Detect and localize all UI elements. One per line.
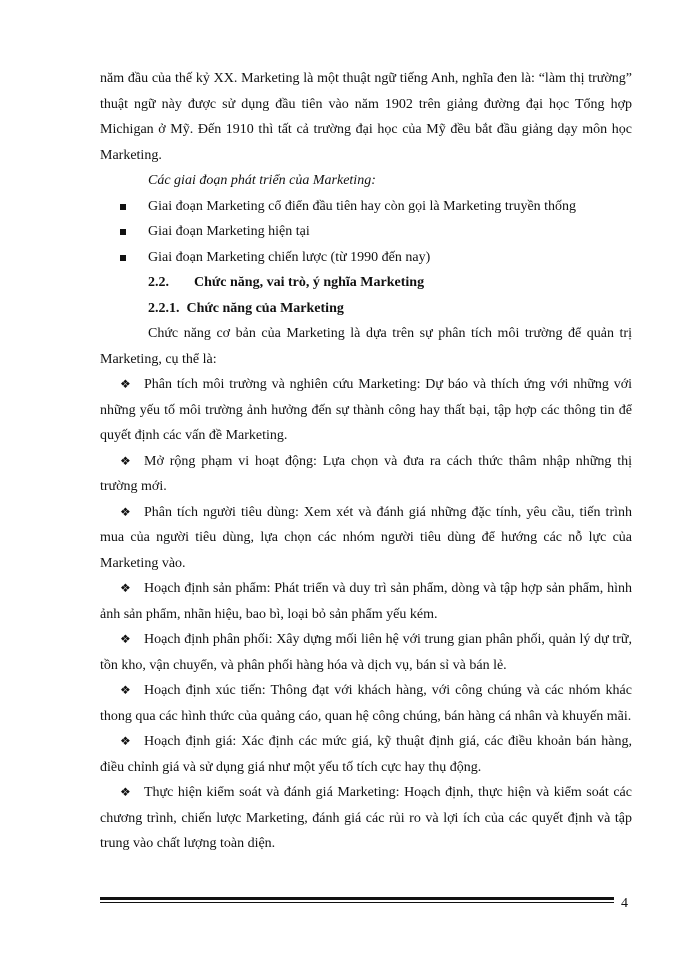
diamond-bullet-icon: ❖: [120, 683, 131, 697]
section-heading-2-2-1: 2.2.1. Chức năng của Marketing: [148, 300, 344, 316]
diamond-bullet-icon: ❖: [120, 632, 131, 646]
square-bullet-icon: [120, 255, 126, 261]
list-item: Giai đoạn Marketing chiến lược (từ 1990 đến nay): [100, 245, 632, 271]
section-heading-2-2: 2.2. Chức năng, vai trò, ý nghĩa Marketing: [148, 275, 425, 290]
function-item: ❖ Hoạch định giá: Xác định các mức giá, kỹ thuật định giá, các điều khoản bán hàng, điều chỉnh giá và sử dụng giá như một yếu tố tích cực hay thụ động.: [100, 729, 632, 780]
function-item: ❖ Thực hiện kiểm soát và đánh giá Marketing: Hoạch định, thực hiện và kiểm soát các chương trình, chiến lược Marketing, đánh giá các rủi ro và lợi ích của các quyết định và tập trung vào chất lượng toàn diện.: [100, 780, 632, 857]
function-item: ❖ Phân tích môi trường và nghiên cứu Marketing: Dự báo và thích ứng với những với những yếu tố môi trường ảnh hưởng đến sự thành công hay thất bại, tập hợp các thông tin để quyết định các vấn đề Marketing.: [100, 372, 632, 449]
list-item: Giai đoạn Marketing cổ điển đầu tiên hay còn gọi là Marketing truyền thống: [100, 194, 632, 220]
list-item: Giai đoạn Marketing hiện tại: [100, 219, 632, 245]
square-bullet-icon: [120, 229, 126, 235]
diamond-bullet-icon: ❖: [120, 581, 131, 595]
footer-rule-thick: [100, 897, 614, 900]
function-item: ❖ Mở rộng phạm vi hoạt động: Lựa chọn và đưa ra cách thức thâm nhập những thị trường mới.: [100, 449, 632, 500]
diamond-bullet-icon: ❖: [120, 734, 131, 748]
page-number: 4: [621, 896, 628, 911]
functions-intro: Chức năng cơ bản của Marketing là dựa trên sự phân tích môi trường để quản trị Marketing, cụ thể là:: [100, 326, 632, 367]
stages-title: Các giai đoạn phát triển của Marketing:: [148, 173, 376, 188]
diamond-bullet-icon: ❖: [120, 377, 131, 391]
square-bullet-icon: [120, 204, 126, 210]
footer-rule-thin: [100, 902, 614, 903]
diamond-bullet-icon: ❖: [120, 504, 131, 519]
function-item: ❖ Hoạch định phân phối: Xây dựng mối liên hệ với trung gian phân phối, quản lý dự trữ, tồn kho, vận chuyển, và phân phối hàng hóa và dịch vụ, bán sỉ và bán lẻ.: [100, 627, 632, 678]
function-item: ❖ Phân tích người tiêu dùng: Xem xét và đánh giá những đặc tính, yêu cầu, tiến trình mua của người tiêu dùng, lựa chọn các nhóm người tiêu dùng để hướng các nỗ lực của Marketing vào.: [100, 500, 632, 577]
diamond-bullet-icon: ❖: [120, 785, 131, 799]
function-item: ❖ Hoạch định xúc tiến: Thông đạt với khách hàng, với công chúng và các nhóm khác thong qua các hình thức của quảng cáo, quan hệ công chúng, bán hàng cá nhân và khuyến mãi.: [100, 678, 632, 729]
function-item: ❖ Hoạch định sản phẩm: Phát triển và duy trì sản phẩm, dòng và tập hợp sản phẩm, hình ảnh sản phẩm, nhãn hiệu, bao bì, loại bỏ sản phẩm yếu kém.: [100, 576, 632, 627]
page-content: [100, 66, 632, 857]
diamond-bullet-icon: ❖: [120, 453, 131, 468]
intro-paragraph: năm đầu của thế kỷ XX. Marketing là một thuật ngữ tiếng Anh, nghĩa đen là: “làm thị trường” thuật ngữ này được sử dụng đầu tiên vào năm 1902 trên giảng đường đại học Tổng hợp Michigan ở Mỹ. Đến 1910 thì tất cả trường đại học của Mỹ đều bắt đầu giảng dạy môn học Marketing.: [100, 71, 632, 163]
